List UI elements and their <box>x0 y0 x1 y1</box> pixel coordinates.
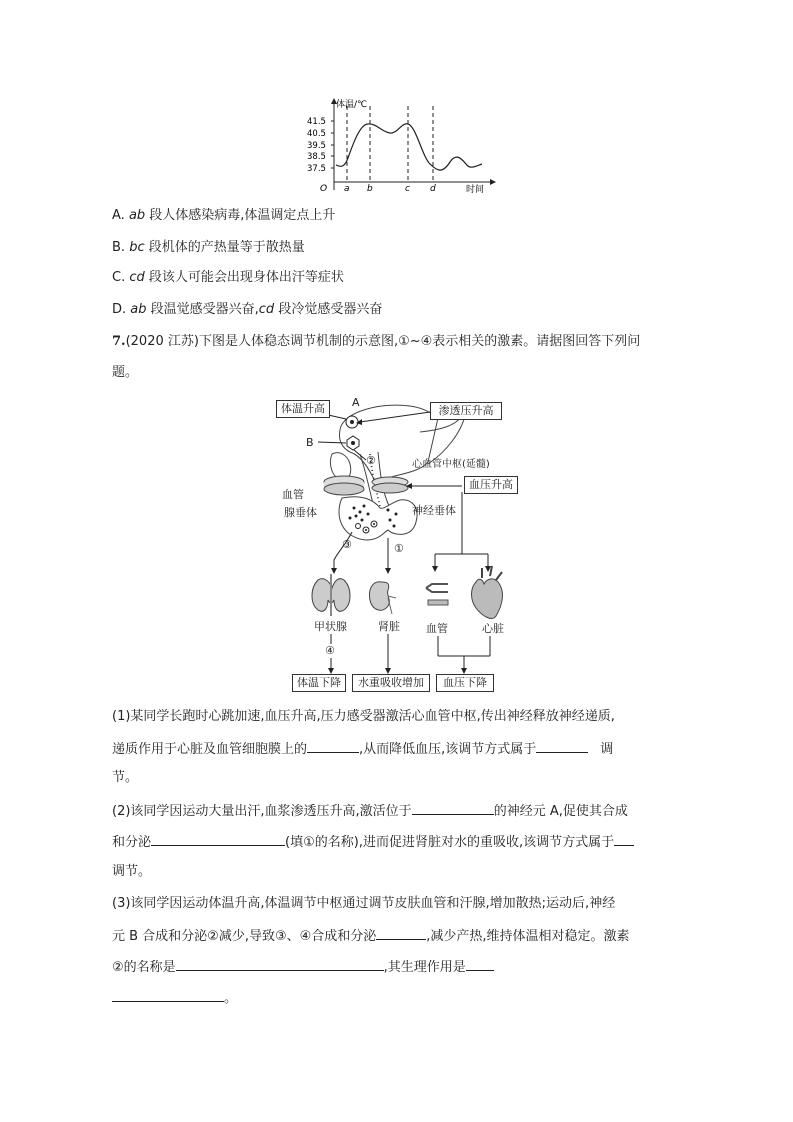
graph-temperature-curve <box>336 124 482 170</box>
subquestion-2-line-1: (2)该同学因运动大量出汗,血浆渗透压升高,激活位于 的神经元 A,促使其合成 <box>112 804 628 819</box>
label-blood-vessel: 血管 <box>282 488 304 501</box>
subquestion-1-line-2: 递质作用于心脏及血管细胞膜上的 ,从而降低血压,该调节方式属于 调 <box>112 742 614 757</box>
answer-blank[interactable] <box>614 833 634 846</box>
label-cardio-center: 心血管中枢(延髓) <box>412 459 490 470</box>
label-vessel-2: 血管 <box>426 622 448 635</box>
label-neuron-a: A <box>352 396 360 409</box>
answer-blank[interactable] <box>466 958 494 971</box>
answer-blank[interactable] <box>112 989 224 1002</box>
kidney-organ <box>370 582 390 611</box>
answer-blank[interactable] <box>176 958 384 971</box>
graph-xtick: c <box>405 184 410 194</box>
box-temp-down: 体温下降 <box>292 674 346 692</box>
question-number: 7. <box>112 334 126 349</box>
subquestion-3-line-4: 。 <box>112 989 237 1007</box>
label-heart: 心脏 <box>482 622 504 635</box>
heart-organ <box>472 579 503 618</box>
graph-xtick: a <box>344 184 350 194</box>
graph-x-arrow <box>490 179 496 185</box>
option-a: A. ab 段人体感染病毒,体温调定点上升 <box>112 208 336 223</box>
option-c: C. cd 段该人可能会出现身体出汗等症状 <box>112 270 344 285</box>
label-kidney: 肾脏 <box>378 620 400 633</box>
body-temperature-graph <box>300 98 500 196</box>
graph-ytick: 37.5 <box>307 164 326 174</box>
answer-blank[interactable] <box>376 927 426 940</box>
subquestion-3-line-1: (3)该同学因运动体温升高,体温调节中枢通过调节皮肤血管和汗腺,增加散热;运动后,神经 <box>112 896 616 911</box>
box-bp-up: 血压升高 <box>464 476 518 494</box>
subquestion-1-line-3: 节。 <box>112 770 139 785</box>
option-d: D. ab 段温觉感受器兴奋,cd 段冷觉感受器兴奋 <box>112 302 383 317</box>
question-7-stem-cont: 题。 <box>112 365 139 380</box>
box-body-temp-up: 体温升高 <box>276 400 330 418</box>
graph-ytick: 41.5 <box>307 117 326 127</box>
label-hormone-1: ① <box>394 542 404 555</box>
graph-ytick: 40.5 <box>307 129 326 139</box>
box-water-reabsorption: 水重吸收增加 <box>352 674 430 692</box>
subquestion-2-line-3: 调节。 <box>112 864 152 879</box>
label-hormone-4: ④ <box>325 644 335 657</box>
graph-ytick: 38.5 <box>307 152 326 162</box>
answer-blank[interactable] <box>536 740 588 753</box>
subquestion-3-line-3: ②的名称是 ,其生理作用是 <box>112 958 494 976</box>
blood-vessel-icon <box>426 584 448 592</box>
graph-ytick: 39.5 <box>307 141 326 151</box>
subquestion-2-line-2: 和分泌 (填①的名称),进而促进肾脏对水的重吸收,该调节方式属于 <box>112 833 634 851</box>
answer-blank[interactable] <box>151 833 285 846</box>
label-hormone-2: ② <box>366 454 376 467</box>
label-adenohypophysis: 腺垂体 <box>284 506 317 519</box>
graph-y-label: 体温/℃ <box>336 100 368 110</box>
answer-blank[interactable] <box>412 802 494 815</box>
question-7-stem: 7.(2020 江苏)下图是人体稳态调节机制的示意图,①~④表示相关的激素。请据图回答下列问 <box>112 334 641 349</box>
box-bp-down: 血压下降 <box>436 674 494 692</box>
label-thyroid: 甲状腺 <box>314 620 347 633</box>
graph-xtick: O <box>320 184 328 194</box>
subquestion-3-line-2: 元 B 合成和分泌②减少,导致③、④合成和分泌 ,减少产热,维持体温相对稳定。激素 <box>112 929 630 944</box>
regulation-diagram <box>270 392 532 692</box>
label-hormone-3: ③ <box>342 538 352 551</box>
subquestion-1-line-1: (1)某同学长跑时心跳加速,血压升高,压力感受器激活心血管中枢,传出神经释放神经递质, <box>112 709 615 724</box>
answer-blank[interactable] <box>307 740 359 753</box>
label-neurohypophysis: 神经垂体 <box>412 504 456 517</box>
graph-x-label: 时间 <box>466 185 485 195</box>
graph-xtick: d <box>430 184 436 194</box>
box-osmotic-up: 渗透压升高 <box>430 402 502 420</box>
graph-xtick: b <box>367 184 373 194</box>
label-neuron-b: B <box>306 436 314 449</box>
option-b: B. bc 段机体的产热量等于散热量 <box>112 240 305 255</box>
